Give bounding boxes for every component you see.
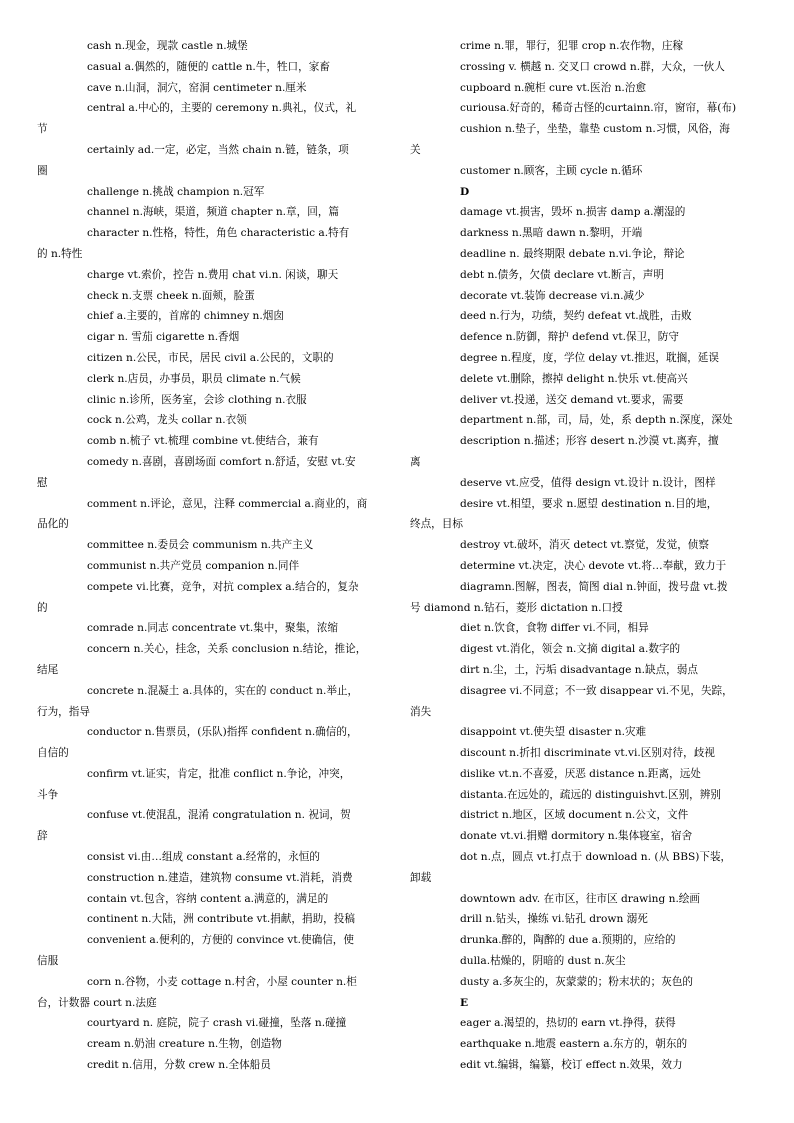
- vocab-entry-line: diagramn.图解，图表，简图 dial n.钟面，拨号盘 vt.拨: [460, 580, 728, 593]
- vocab-entry-line: district n.地区，区域 document n.公文，文件: [460, 809, 689, 822]
- vocab-entry-line: dot n.点，圆点 vt.打点于 download n. (从 BBS)下装，: [460, 851, 732, 864]
- vocab-entry-line: citizen n.公民，市民，居民 civil a.公民的，文职的: [87, 351, 334, 364]
- vocab-entry-line: dislike vt.n.不喜爱，厌恶 distance n.距离，远处: [460, 767, 701, 780]
- vocab-continuation-line: 品化的: [37, 518, 69, 531]
- vocab-entry-line: dulla.枯燥的，阴暗的 dust n.灰尘: [460, 955, 626, 968]
- vocab-entry-line: corn n.谷物，小麦 cottage n.村舍，小屋 counter n.柜: [87, 975, 357, 988]
- vocab-entry-line: department n.部，司，局，处，系 depth n.深度，深处: [460, 414, 733, 427]
- vocab-entry-line: concrete n.混凝土 a.具体的，实在的 conduct n.举止，: [87, 684, 359, 697]
- vocab-entry-line: clerk n.店员，办事员，职员 climate n.气候: [87, 372, 301, 385]
- vocab-continuation-line: 自信的: [37, 747, 69, 760]
- vocab-entry-line: degree n.程度，度，学位 delay vt.推迟，耽搁，延误: [460, 351, 719, 364]
- vocab-entry-line: character n.性格，特性，角色 characteristic a.特有: [87, 227, 350, 240]
- vocab-entry-line: convenient a.便利的，方便的 convince vt.使确信，使: [87, 934, 354, 947]
- vocab-continuation-line: 行为，指导: [37, 705, 90, 718]
- vocab-entry-line: distanta.在远处的，疏远的 distinguishvt.区别，辨别: [460, 788, 721, 801]
- vocab-entry-line: conductor n.售票员，(乐队)指挥 confident n.确信的，: [87, 726, 358, 739]
- vocab-entry-line: comb n.梳子 vt.梳理 combine vt.使结合，兼有: [87, 435, 319, 448]
- vocab-entry-line: check n.支票 cheek n.面颊，脸蛋: [87, 289, 255, 302]
- vocab-entry-line: diet n.饮食，食物 differ vi.不同，相异: [460, 622, 649, 635]
- vocab-entry-line: casual a.偶然的，随便的 cattle n.牛，牲口，家畜: [87, 60, 330, 73]
- vocab-entry-line: continent n.大陆，洲 contribute vt.捐献，捐助，投稿: [87, 913, 355, 926]
- vocab-continuation-line: 斗争: [37, 788, 59, 801]
- vocab-entry-line: credit n.信用，分数 crew n.全体船员: [87, 1059, 271, 1072]
- vocab-continuation-line: 台，计数器 court n.法庭: [37, 996, 157, 1009]
- vocab-entry-line: earthquake n.地震 eastern a.东方的，朝东的: [460, 1038, 688, 1051]
- left-column: [37, 36, 387, 1076]
- vocab-entry-line: comrade n.同志 concentrate vt.集中，聚集，浓缩: [87, 622, 338, 635]
- vocab-entry-line: description n.描述；形容 desert n.沙漠 vt.离弃，擅: [460, 435, 719, 448]
- vocab-entry-line: crime n.罪，罪行，犯罪 crop n.农作物，庄稼: [460, 40, 684, 52]
- vocab-entry-line: comment n.评论，意见，注释 commercial a.商业的，商: [87, 497, 368, 510]
- vocab-entry-line: communist n.共产党员 companion n.同伴: [87, 559, 300, 572]
- vocab-entry-line: deed n.行为，功绩，契约 defeat vt.战胜，击败: [460, 310, 692, 323]
- vocab-entry-line: deliver vt.投递，送交 demand vt.要求，需要: [460, 393, 684, 406]
- vocab-entry-line: eager a.渴望的，热切的 earn vt.挣得，获得: [460, 1017, 676, 1030]
- vocab-continuation-line: 圈: [37, 164, 48, 177]
- vocab-entry-line: confirm vt.证实，肯定，批准 conflict n.争论，冲突，: [87, 767, 351, 780]
- section-letter: E: [460, 996, 469, 1009]
- vocab-entry-line: edit vt.编辑，编纂，校订 effect n.效果，效力: [460, 1059, 683, 1072]
- vocab-entry-line: curiousa.好奇的，稀奇古怪的curtainn.帘，窗帘，幕(布): [460, 102, 737, 115]
- vocab-entry-line: cock n.公鸡，龙头 collar n.衣领: [87, 414, 247, 427]
- vocab-entry-line: disagree vi.不同意；不一致 disappear vi.不见，失踪，: [460, 684, 733, 697]
- vocab-entry-line: discount n.折扣 discriminate vt.vi.区别对待，歧视: [460, 747, 715, 760]
- vocab-entry-line: comedy n.喜剧，喜剧场面 comfort n.舒适，安慰 vt.安: [87, 455, 356, 468]
- vocab-continuation-line: 节: [37, 123, 48, 136]
- vocab-entry-line: cupboard n.碗柜 cure vt.医治 n.治愈: [460, 81, 646, 94]
- vocab-continuation-line: 辞: [37, 830, 48, 843]
- vocab-entry-line: channel n.海峡，渠道，频道 chapter n.章，回，篇: [87, 206, 340, 219]
- vocab-entry-line: cigar n. 雪茄 cigarette n.香烟: [87, 331, 240, 344]
- vocab-continuation-line: 的: [37, 601, 48, 614]
- vocab-entry-line: dusty a.多灰尘的，灰蒙蒙的；粉末状的；灰色的: [460, 975, 694, 988]
- vocab-entry-line: consist vi.由…组成 constant a.经常的，永恒的: [87, 851, 320, 864]
- vocab-entry-line: decorate vt.装饰 decrease vi.n.减少: [460, 289, 645, 302]
- vocab-entry-line: challenge n.挑战 champion n.冠军: [87, 185, 265, 198]
- vocab-entry-line: customer n.顾客，主顾 cycle n.循环: [460, 164, 643, 177]
- vocab-entry-line: defence n.防御，辩护 defend vt.保卫，防守: [460, 331, 679, 344]
- vocab-entry-line: committee n.委员会 communism n.共产主义: [87, 539, 314, 552]
- vocab-entry-line: crossing v. 横越 n. 交叉口 crowd n.群，大众，一伙人: [460, 60, 725, 73]
- vocab-entry-line: compete vi.比赛，竞争，对抗 complex a.结合的，复杂: [87, 580, 359, 593]
- vocab-continuation-line: 终点，目标: [410, 518, 463, 531]
- vocab-entry-line: drunka.醉的，陶醉的 due a.预期的，应给的: [460, 934, 676, 947]
- section-letter: D: [460, 185, 470, 198]
- vocab-entry-line: cave n.山洞，洞穴，窑洞 centimeter n.厘米: [87, 81, 307, 94]
- vocab-entry-line: drill n.钻头，操练 vi.钻孔 drown 溺死: [460, 913, 648, 926]
- vocab-entry-line: confuse vt.使混乱，混淆 congratulation n. 祝词，贺: [87, 809, 351, 822]
- vocab-entry-line: cream n.奶油 creature n.生物，创造物: [87, 1038, 282, 1051]
- vocab-entry-line: donate vt.vi.捐赠 dormitory n.集体寝室，宿舍: [460, 830, 693, 843]
- vocab-entry-line: disappoint vt.使失望 disaster n.灾难: [460, 726, 647, 739]
- vocab-continuation-line: 离: [410, 455, 421, 468]
- vocab-continuation-line: 的 n.特性: [37, 247, 83, 260]
- vocab-entry-line: charge vt.索价，控告 n.费用 chat vi.n. 闲谈，聊天: [87, 268, 339, 281]
- vocab-entry-line: deserve vt.应受，值得 design vt.设计 n.设计，图样: [460, 476, 716, 489]
- vocab-entry-line: desire vt.相望，要求 n.愿望 destination n.目的地，: [460, 497, 718, 510]
- vocab-entry-line: certainly ad.一定，必定，当然 chain n.链，链条，项: [87, 143, 349, 156]
- vocab-entry-line: chief a.主要的，首席的 chimney n.烟囱: [87, 310, 284, 323]
- vocab-entry-line: debt n.债务，欠债 declare vt.断言，声明: [460, 268, 664, 281]
- vocab-entry-line: delete vt.删除，擦掉 delight n.快乐 vt.使高兴: [460, 372, 688, 385]
- vocab-continuation-line: 信服: [37, 955, 59, 968]
- vocab-entry-line: damage vt.损害，毁坏 n.损害 damp a.潮湿的: [460, 206, 686, 219]
- vocab-continuation-line: 慰: [37, 476, 48, 489]
- vocab-continuation-line: 消失: [410, 705, 432, 718]
- vocab-entry-line: deadline n. 最终期限 debate n.vi.争论，辩论: [460, 247, 685, 260]
- vocab-entry-line: cushion n.垫子，坐垫，靠垫 custom n.习惯，风俗，海: [460, 123, 730, 136]
- vocab-entry-line: construction n.建造，建筑物 consume vt.消耗，消费: [87, 871, 353, 884]
- vocab-entry-line: downtown adv. 在市区，往市区 drawing n.绘画: [460, 892, 700, 905]
- vocab-entry-line: contain vt.包含，容纳 content a.满意的，满足的: [87, 892, 329, 905]
- vocab-entry-line: cash n.现金，现款 castle n.城堡: [87, 40, 248, 52]
- vocab-entry-line: central a.中心的，主要的 ceremony n.典礼，仪式，礼: [87, 102, 357, 115]
- vocab-entry-line: courtyard n. 庭院，院子 crash vi.碰撞，坠落 n.碰撞: [87, 1017, 347, 1030]
- vocab-entry-line: digest vt.消化，领会 n.文摘 digital a.数字的: [460, 643, 681, 656]
- vocab-continuation-line: 卸载: [410, 871, 432, 884]
- vocab-entry-line: concern n.关心，挂念，关系 conclusion n.结论，推论，: [87, 643, 367, 656]
- vocab-entry-line: dirt n.尘，土，污垢 disadvantage n.缺点，弱点: [460, 663, 698, 676]
- vocab-entry-line: clinic n.诊所，医务室，会诊 clothing n.衣服: [87, 393, 307, 406]
- vocab-entry-line: determine vt.决定，决心 devote vt.将…奉献，致力于: [460, 559, 727, 572]
- vocab-continuation-line: 关: [410, 143, 421, 156]
- right-column: [410, 36, 761, 1076]
- vocab-entry-line: darkness n.黑暗 dawn n.黎明，开端: [460, 227, 643, 240]
- vocab-entry-line: destroy vt.破坏，消灭 detect vt.察觉，发觉，侦察: [460, 539, 709, 552]
- vocab-continuation-line: 号 diamond n.钻石，菱形 dictation n.口授: [410, 601, 623, 614]
- vocab-continuation-line: 结尾: [37, 663, 59, 676]
